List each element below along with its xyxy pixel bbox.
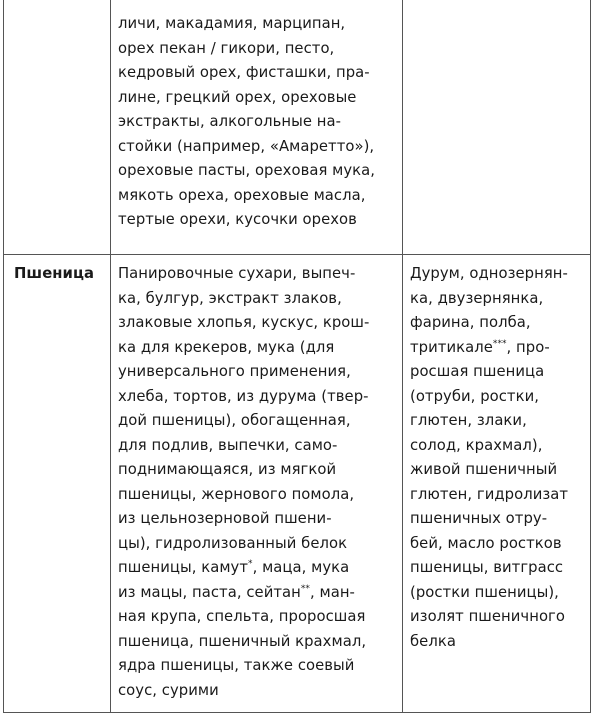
allergen-table (3, 0, 591, 713)
text-line: белка (410, 632, 456, 650)
sources-text (111, 0, 402, 233)
text-line: глютен, злаки, (410, 412, 527, 429)
text-line: ядра пшеницы, также соевый (118, 657, 355, 674)
allergen-name: Пшеница (14, 265, 95, 282)
text-line: экстракты, алкогольные на- (118, 113, 341, 130)
text-line: ка, булгур, экстракт злаков, (118, 289, 342, 307)
text-line: солод, крахмал), (410, 436, 543, 454)
text-fragment: пшеницы, камут (118, 559, 249, 576)
allergen-name-cell (4, 0, 111, 255)
text-line: стойки (например, «Амаретто»), (118, 137, 375, 155)
hidden-sources-cell (403, 0, 591, 255)
table-row (4, 255, 591, 713)
text-line: пшеница, пшеничный крахмал, (118, 632, 367, 650)
sources-cell (111, 255, 403, 713)
text-line (118, 605, 402, 630)
text-fragment: , ман- (309, 583, 355, 601)
text-line: для подлив, выпечки, само- (118, 436, 338, 454)
text-line: универсального применения, (118, 363, 351, 380)
text-fragment: ная (118, 608, 146, 625)
text-line: дой пшеницы), обогащенная, (118, 412, 351, 429)
text-line: фарина, полба, (410, 314, 531, 331)
text-fragment: крупа, спельта, проросшая (150, 608, 366, 625)
text-line: живой пшеничный (410, 461, 558, 478)
text-line: кедровый орех, фисташки, пра- (118, 64, 370, 81)
hidden-sources-text (403, 255, 590, 654)
table-row (4, 0, 591, 255)
text-line: хлеба, тортов, из дурума (твер- (118, 387, 369, 405)
footnote-marker: * (248, 559, 253, 570)
text-line (410, 336, 590, 361)
text-line: ка, двузернянка, (410, 289, 544, 307)
text-line: ка для крекеров, мука (для (118, 338, 335, 356)
text-line (118, 581, 402, 606)
text-line: (отруби, ростки, (410, 387, 540, 405)
text-fragment: из мацы, паста, сейтан (118, 583, 301, 601)
text-fragment: , про- (506, 338, 550, 356)
text-line: ореховые пасты, ореховая мука, (118, 162, 376, 179)
text-fragment: , маца, мука (252, 559, 350, 576)
text-line: пшеницы, жернового помола, (118, 485, 355, 503)
text-line: Дурум, однозернян- (410, 265, 568, 282)
hidden-sources-cell (403, 255, 591, 713)
text-line: поднимающаяся, из мягкой (118, 461, 337, 478)
sources-text (111, 255, 402, 703)
text-line: из цельнозерновой пшени- (118, 510, 332, 527)
text-line: соус, сурими (118, 681, 219, 699)
text-line: мякоть ореха, ореховые масла, (118, 186, 366, 204)
text-line: изолят пшеничного (410, 608, 565, 625)
text-line: пшеницы, витграсс (410, 559, 564, 576)
text-line: злаковые хлопья, кускус, крош- (118, 314, 370, 331)
text-line: орех пекан / гикори, песто, (118, 39, 335, 57)
sources-cell (111, 0, 403, 255)
text-line: цы), гидролизованный белок (118, 534, 348, 552)
text-line: тертые орехи, кусочки орехов (118, 211, 357, 228)
text-line: росшая пшеница (410, 363, 545, 380)
text-line: личи, макадамия, марципан, (118, 15, 346, 32)
text-line: бей, масло ростков (410, 534, 562, 552)
footnote-marker: ** (300, 583, 310, 594)
text-line (118, 556, 402, 581)
footnote-marker: *** (492, 338, 507, 349)
text-line: глютен, гидролизат (410, 485, 569, 503)
text-line: Панировочные сухари, выпеч- (118, 265, 356, 282)
allergen-name-cell (4, 255, 111, 713)
text-line: пшеничных отру- (410, 510, 548, 527)
text-line: (ростки пшеницы), (410, 583, 559, 601)
text-fragment: тритикале (410, 338, 493, 356)
text-line: лине, грецкий орех, ореховые (118, 88, 357, 106)
